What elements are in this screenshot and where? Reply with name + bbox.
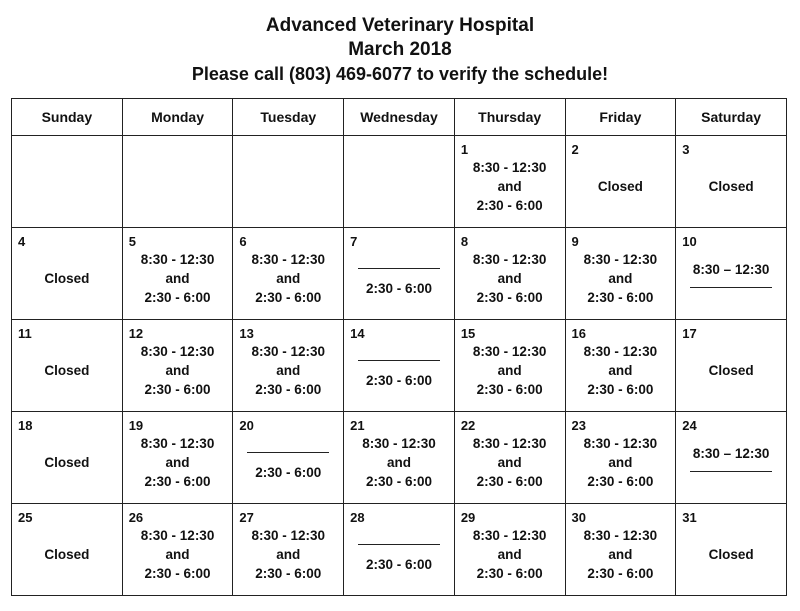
day-cell-16 <box>565 320 676 412</box>
and-label: and <box>165 271 190 286</box>
hours-text: 8:30 - 12:30 <box>140 436 215 451</box>
day-number: 2 <box>571 142 579 157</box>
weekday-saturday: Saturday <box>676 99 787 136</box>
hours-text: 8:30 - 12:30 <box>472 344 547 359</box>
day-number: 22 <box>460 418 476 433</box>
hours-content <box>566 330 676 411</box>
hours-content <box>233 238 343 319</box>
hours-text: 2:30 - 6:00 <box>587 382 654 397</box>
day-cell-30 <box>565 504 676 596</box>
hours-content <box>233 330 343 411</box>
day-number: 31 <box>682 510 697 525</box>
day-cell-20 <box>233 412 344 504</box>
day-cell-7 <box>344 228 455 320</box>
day-cell-8 <box>454 228 565 320</box>
hours-text: 8:30 - 12:30 <box>583 252 658 267</box>
hours-text: 8:30 - 12:30 <box>472 160 547 175</box>
day-number: 16 <box>571 326 586 341</box>
closed-label: Closed <box>44 363 90 378</box>
hours-content <box>676 514 786 595</box>
hours-text: 2:30 - 6:00 <box>587 290 654 305</box>
schedule-notice: Please call (803) 469-6077 to verify the schedule! <box>191 64 609 84</box>
hours-content <box>455 514 565 595</box>
hours-content <box>123 422 233 503</box>
hours-content <box>455 146 565 227</box>
day-number: 5 <box>128 234 136 249</box>
and-label: and <box>165 363 190 378</box>
and-label: and <box>608 363 633 378</box>
page-header <box>0 14 800 86</box>
hours-text: 2:30 - 6:00 <box>365 556 432 572</box>
hours-text: 2:30 - 6:00 <box>144 474 211 489</box>
day-number: 15 <box>460 326 476 341</box>
day-cell-2 <box>565 136 676 228</box>
closed-label: Closed <box>44 271 90 286</box>
day-number: 29 <box>460 510 476 525</box>
day-number: 14 <box>350 326 365 341</box>
hours-text: 2:30 - 6:00 <box>476 566 543 581</box>
hours-text: 2:30 - 6:00 <box>587 566 654 581</box>
hours-text: 8:30 - 12:30 <box>583 528 658 543</box>
and-label: and <box>276 547 301 562</box>
hours-text: 2:30 - 6:00 <box>255 290 322 305</box>
day-number: 3 <box>682 142 690 157</box>
day-cell-10 <box>676 228 787 320</box>
hours-content <box>566 422 676 503</box>
hours-content <box>344 422 454 503</box>
day-cell-9 <box>565 228 676 320</box>
hours-text: 8:30 - 12:30 <box>362 436 436 451</box>
hours-text: 2:30 - 6:00 <box>476 290 543 305</box>
day-cell-5 <box>122 228 233 320</box>
day-number: 8 <box>460 234 469 249</box>
hours-text: 2:30 - 6:00 <box>476 198 543 213</box>
weekday-sunday: Sunday <box>12 99 123 136</box>
blank-hours-line <box>690 471 772 472</box>
hours-content <box>344 514 454 595</box>
and-label: and <box>497 547 522 562</box>
hours-text: 2:30 - 6:00 <box>144 382 211 397</box>
day-cell-22 <box>454 412 565 504</box>
hours-content <box>233 514 343 595</box>
hours-text: 2:30 - 6:00 <box>255 382 322 397</box>
hours-content <box>12 514 122 595</box>
closed-label: Closed <box>708 179 754 194</box>
day-cell-14 <box>344 320 455 412</box>
hours-content <box>455 238 565 319</box>
day-number: 21 <box>350 418 365 433</box>
hours-content <box>123 514 233 595</box>
day-number: 26 <box>128 510 144 525</box>
day-number: 4 <box>18 234 26 249</box>
week-row <box>12 504 787 596</box>
day-cell-12 <box>122 320 233 412</box>
day-cell-1 <box>454 136 565 228</box>
hours-text: 8:30 - 12:30 <box>251 252 326 267</box>
hours-text: 2:30 - 6:00 <box>476 382 543 397</box>
hours-content <box>344 238 454 319</box>
day-number: 6 <box>239 234 247 249</box>
day-cell-6 <box>233 228 344 320</box>
closed-label: Closed <box>597 179 643 194</box>
hours-text: 2:30 - 6:00 <box>587 474 654 489</box>
hours-text: 2:30 - 6:00 <box>365 372 432 388</box>
hours-text: 2:30 - 6:00 <box>476 474 543 489</box>
hours-content <box>233 422 343 503</box>
hours-content <box>123 238 233 319</box>
and-label: and <box>386 455 411 470</box>
week-row <box>12 320 787 412</box>
and-label: and <box>608 455 633 470</box>
week-row <box>12 228 787 320</box>
day-number: 9 <box>571 234 579 249</box>
day-number: 25 <box>18 510 33 525</box>
week-row <box>12 412 787 504</box>
blank-hours-line <box>358 268 440 269</box>
calendar-table <box>11 98 787 596</box>
hours-content <box>344 330 454 411</box>
and-label: and <box>497 363 522 378</box>
hours-text: 8:30 - 12:30 <box>583 436 658 451</box>
hours-text: 8:30 – 12:30 <box>692 445 770 461</box>
day-cell-13 <box>233 320 344 412</box>
and-label: and <box>608 547 633 562</box>
day-cell-29 <box>454 504 565 596</box>
hours-text: 8:30 - 12:30 <box>140 252 215 267</box>
empty-day-cell <box>344 136 455 228</box>
hours-text: 8:30 - 12:30 <box>140 528 215 543</box>
hours-text: 2:30 - 6:00 <box>255 566 322 581</box>
closed-label: Closed <box>708 363 754 378</box>
weekday-wednesday: Wednesday <box>344 99 455 136</box>
empty-day-cell <box>233 136 344 228</box>
day-number: 12 <box>128 326 144 341</box>
hours-text: 8:30 - 12:30 <box>472 252 547 267</box>
day-number: 27 <box>239 510 254 525</box>
closed-label: Closed <box>708 547 754 562</box>
weekday-tuesday: Tuesday <box>233 99 344 136</box>
weekday-header-row <box>12 99 787 136</box>
hours-content <box>123 330 233 411</box>
hours-text: 2:30 - 6:00 <box>365 280 432 296</box>
day-number: 10 <box>682 234 697 249</box>
hours-text: 2:30 - 6:00 <box>255 464 322 480</box>
day-cell-31 <box>676 504 787 596</box>
blank-hours-line <box>247 452 329 453</box>
month-title: March 2018 <box>348 39 452 60</box>
hours-text: 8:30 - 12:30 <box>583 344 658 359</box>
hours-text: 2:30 - 6:00 <box>144 566 211 581</box>
and-label: and <box>276 363 301 378</box>
hours-content <box>12 330 122 411</box>
day-number: 7 <box>350 234 358 249</box>
day-number: 30 <box>571 510 586 525</box>
day-number: 19 <box>128 418 144 433</box>
hours-content <box>12 238 122 319</box>
hours-content <box>455 330 565 411</box>
calendar-body <box>12 136 787 596</box>
and-label: and <box>608 271 633 286</box>
day-cell-21 <box>344 412 455 504</box>
day-cell-17 <box>676 320 787 412</box>
day-cell-28 <box>344 504 455 596</box>
hours-content <box>566 146 676 227</box>
hours-text: 8:30 - 12:30 <box>472 436 547 451</box>
day-number: 20 <box>239 418 254 433</box>
and-label: and <box>276 271 301 286</box>
blank-hours-line <box>690 287 772 288</box>
hours-text: 2:30 - 6:00 <box>365 474 432 489</box>
blank-hours-line <box>358 360 440 361</box>
day-cell-27 <box>233 504 344 596</box>
day-cell-25 <box>12 504 123 596</box>
hours-text: 8:30 - 12:30 <box>472 528 547 543</box>
week-row <box>12 136 787 228</box>
day-number: 11 <box>18 326 32 341</box>
day-cell-15 <box>454 320 565 412</box>
hours-text: 8:30 – 12:30 <box>692 261 770 277</box>
day-cell-19 <box>122 412 233 504</box>
hours-content <box>566 238 676 319</box>
hours-content <box>12 422 122 503</box>
day-cell-3 <box>676 136 787 228</box>
day-number: 28 <box>350 510 365 525</box>
closed-label: Closed <box>44 547 90 562</box>
day-number: 18 <box>18 418 33 433</box>
and-label: and <box>165 547 190 562</box>
closed-label: Closed <box>44 455 90 470</box>
day-cell-11 <box>12 320 123 412</box>
hours-content <box>676 422 786 503</box>
day-cell-24 <box>676 412 787 504</box>
day-cell-4 <box>12 228 123 320</box>
weekday-monday: Monday <box>122 99 233 136</box>
hours-text: 2:30 - 6:00 <box>144 290 211 305</box>
day-number: 17 <box>682 326 697 341</box>
day-number: 23 <box>571 418 586 433</box>
hours-text: 8:30 - 12:30 <box>140 344 215 359</box>
day-number: 13 <box>239 326 254 341</box>
blank-hours-line <box>358 544 440 545</box>
empty-day-cell <box>122 136 233 228</box>
hours-text: 8:30 - 12:30 <box>251 344 326 359</box>
day-cell-18 <box>12 412 123 504</box>
hours-content <box>676 146 786 227</box>
hours-text: 8:30 - 12:30 <box>251 528 326 543</box>
day-number: 24 <box>682 418 697 433</box>
day-cell-26 <box>122 504 233 596</box>
day-cell-23 <box>565 412 676 504</box>
hours-content <box>566 514 676 595</box>
weekday-thursday: Thursday <box>454 99 565 136</box>
hospital-name: Advanced Veterinary Hospital <box>265 15 535 36</box>
empty-day-cell <box>12 136 123 228</box>
and-label: and <box>165 455 190 470</box>
and-label: and <box>497 455 522 470</box>
hours-content <box>455 422 565 503</box>
and-label: and <box>497 271 522 286</box>
hours-content <box>676 330 786 411</box>
day-number: 1 <box>460 142 469 157</box>
hours-content <box>676 238 786 319</box>
weekday-friday: Friday <box>565 99 676 136</box>
and-label: and <box>497 179 522 194</box>
